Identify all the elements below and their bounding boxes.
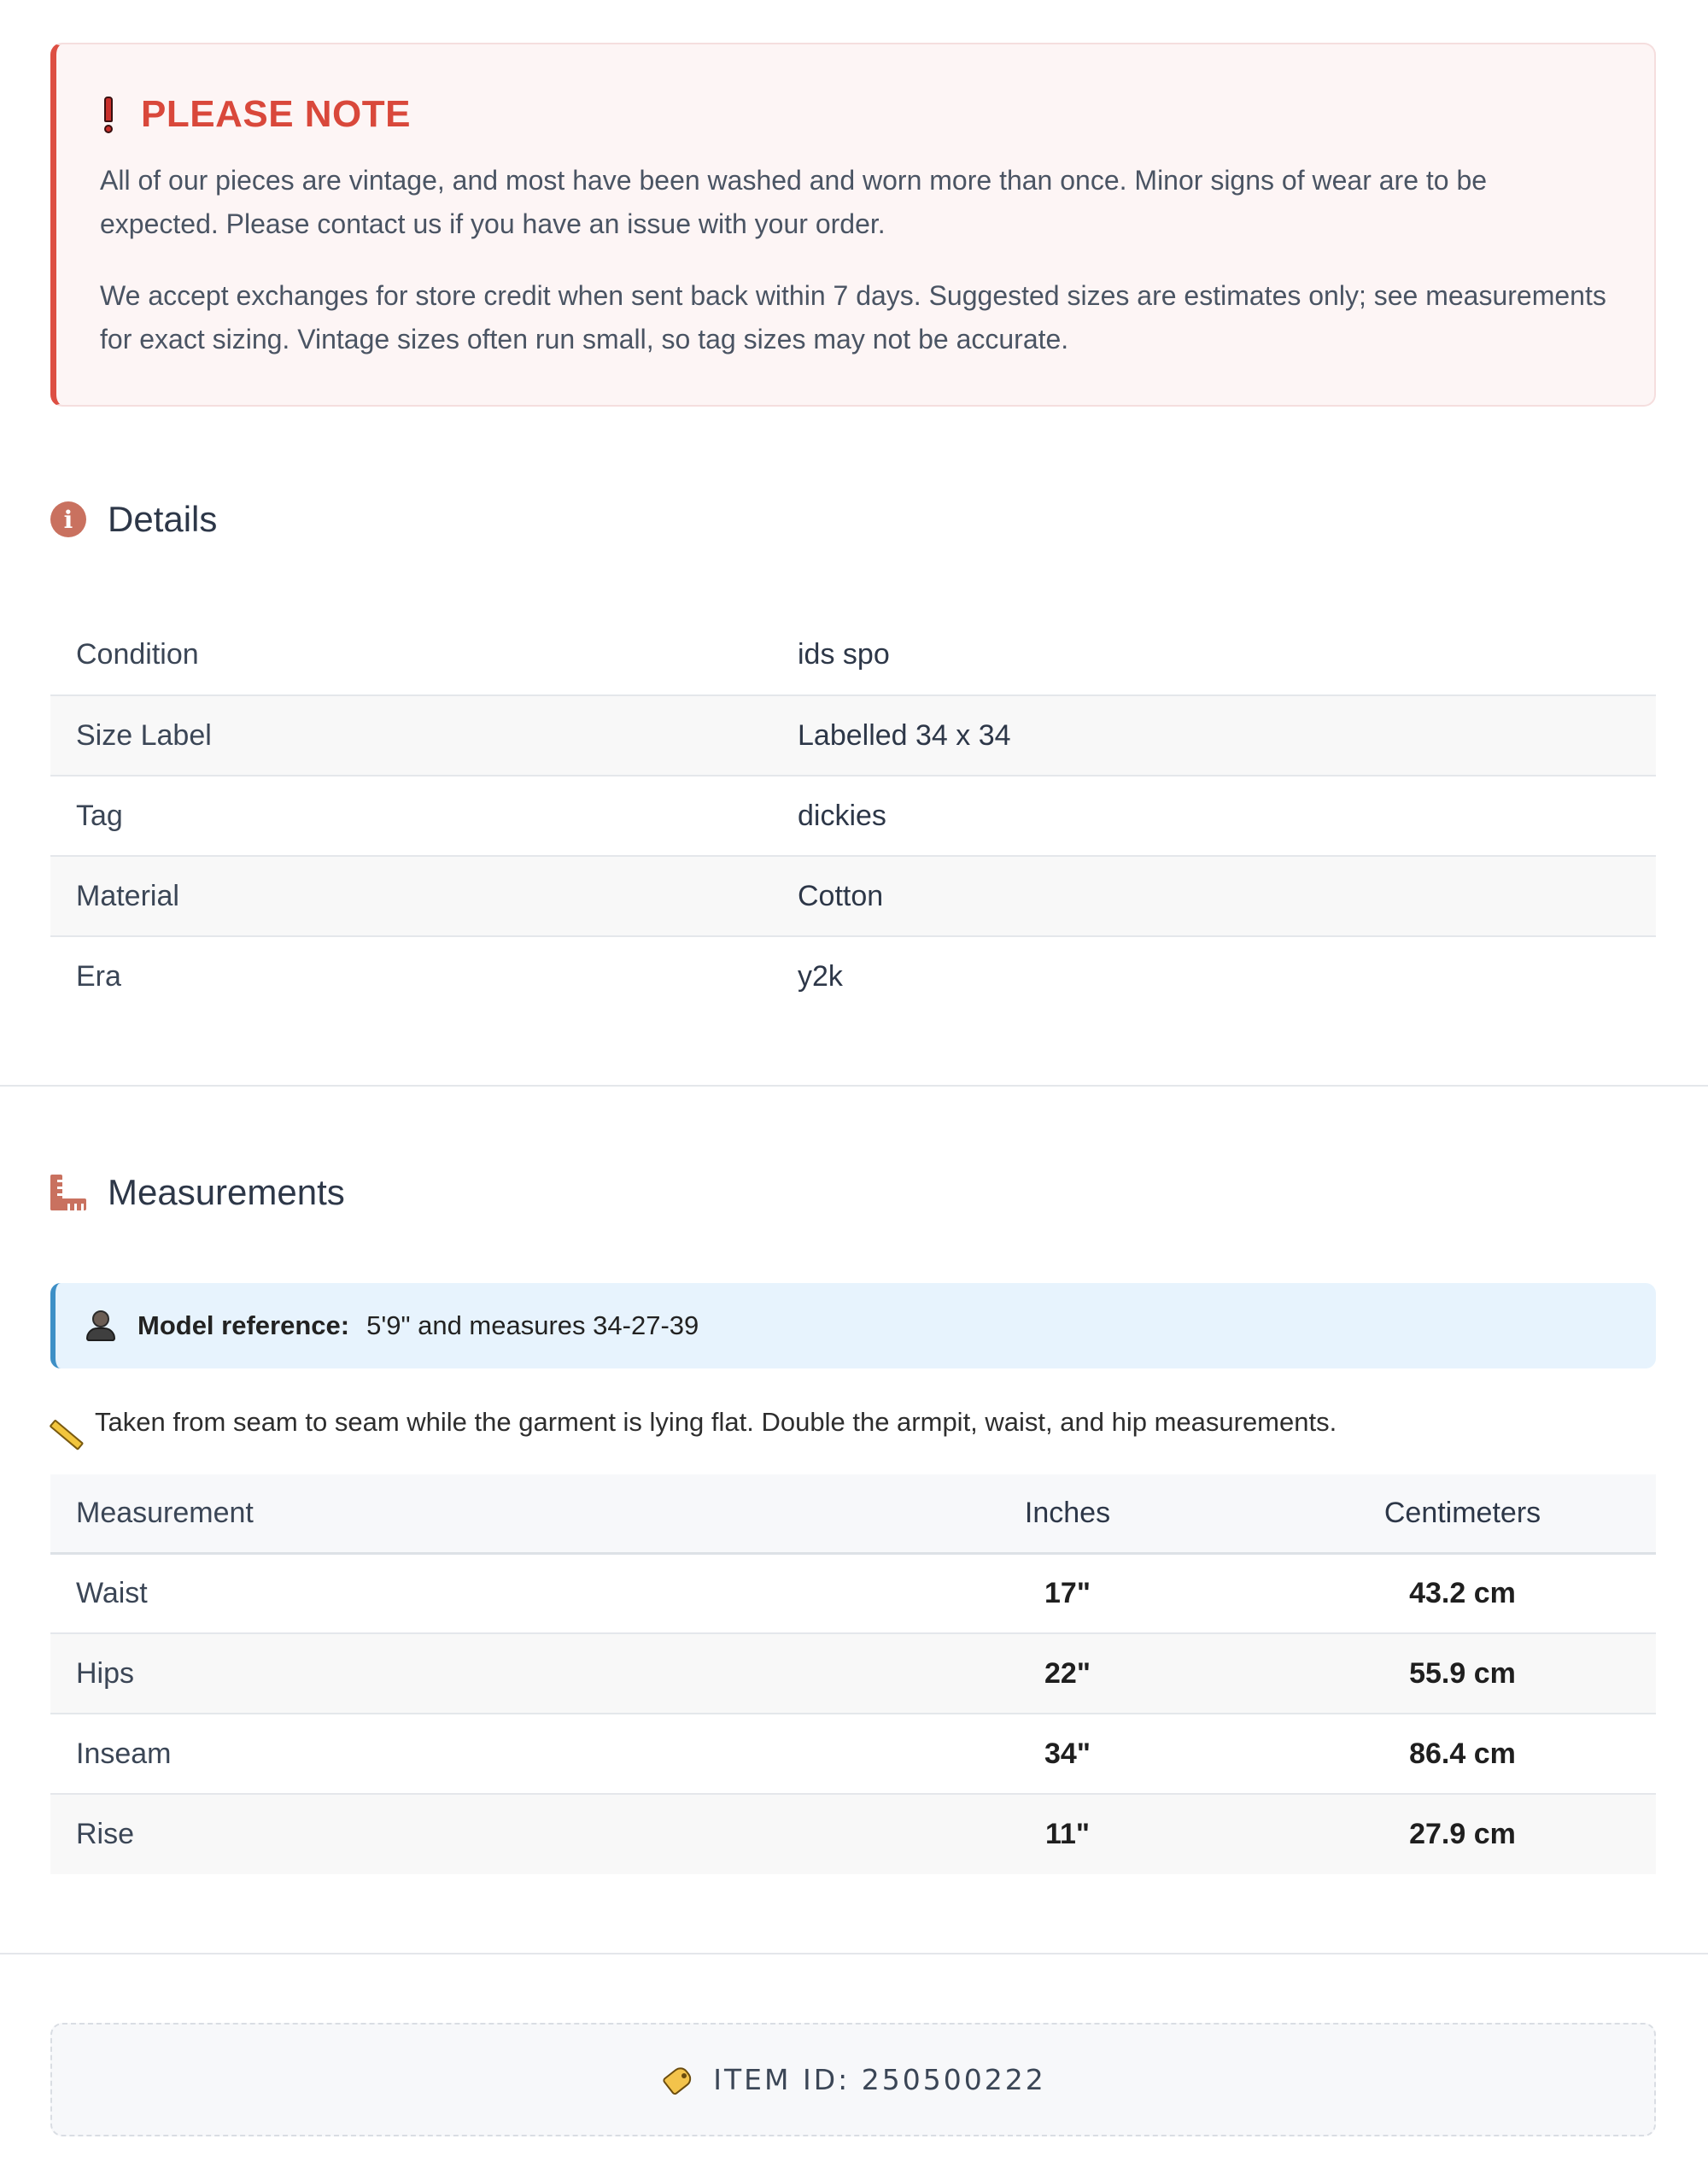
note-paragraph-exchanges: We accept exchanges for store credit when sent back within 7 days. Suggested sizes are estimates only; see measurements for exact sizing. Vintage sizes often run small, so tag sizes may not be accurate.	[100, 280, 1606, 355]
detail-value: ids spo	[772, 615, 1656, 695]
person-icon	[86, 1310, 115, 1341]
measurement-name: Hips	[50, 1633, 866, 1714]
details-title: Details	[108, 499, 218, 539]
table-row	[50, 776, 1656, 856]
detail-value: dickies	[772, 776, 1656, 856]
table-row	[50, 1633, 1656, 1714]
model-reference-box	[50, 1283, 1656, 1368]
measurement-cm: 55.9 cm	[1269, 1633, 1656, 1714]
column-header-inches: Inches	[866, 1474, 1269, 1553]
measurement-inches: 17"	[866, 1553, 1269, 1633]
column-header-measurement: Measurement	[50, 1474, 866, 1553]
table-row	[50, 695, 1656, 776]
measurement-name: Waist	[50, 1553, 866, 1633]
measurements-heading	[50, 1172, 345, 1213]
ruler-pencil-icon	[50, 1405, 85, 1439]
please-note-box	[50, 43, 1656, 407]
model-reference-value: 5'9" and measures 34-27-39	[366, 1310, 699, 1340]
exclamation-icon	[100, 97, 117, 133]
detail-value: y2k	[798, 960, 843, 993]
measurement-name: Rise	[50, 1794, 866, 1874]
table-row	[50, 615, 1656, 695]
model-reference-label: Model reference:	[137, 1310, 350, 1340]
measurement-inches: 11"	[866, 1794, 1269, 1874]
detail-key: Condition	[50, 615, 772, 695]
ruler-icon	[50, 1175, 86, 1210]
table-row	[50, 936, 1656, 1017]
detail-key: Size Label	[50, 695, 772, 776]
info-circle-icon: i	[50, 501, 86, 537]
measurements-title: Measurements	[108, 1172, 345, 1212]
please-note-header	[100, 89, 1606, 140]
measurement-name: Inseam	[50, 1714, 866, 1794]
detail-value: Cotton	[772, 856, 1656, 936]
measurement-cm: 86.4 cm	[1269, 1714, 1656, 1794]
table-row	[50, 856, 1656, 936]
section-divider	[0, 1085, 1708, 1087]
details-heading	[50, 499, 217, 540]
column-header-centimeters: Centimeters	[1269, 1474, 1656, 1553]
details-table	[50, 615, 1656, 1017]
item-id-text: ITEM ID: 250500222	[713, 2063, 1046, 2096]
measurement-instructions	[50, 1405, 1337, 1439]
item-id-box	[50, 2023, 1656, 2136]
please-note-title: PLEASE NOTE	[141, 93, 411, 135]
measurement-inches: 22"	[866, 1633, 1269, 1714]
table-row	[50, 1714, 1656, 1794]
measurements-table	[50, 1474, 1656, 1874]
measurement-inches: 34"	[866, 1714, 1269, 1794]
measurement-cm: 43.2 cm	[1269, 1553, 1656, 1633]
measurement-cm: 27.9 cm	[1269, 1794, 1656, 1874]
note-paragraph-wear: All of our pieces are vintage, and most have been washed and worn more than once. Minor signs of wear are to be expected. Please contact us if you have an issue with your order.	[100, 165, 1488, 239]
table-row	[50, 1553, 1656, 1633]
tag-icon	[660, 2065, 694, 2095]
section-divider	[0, 1953, 1708, 1954]
detail-value: Labelled 34 x 34	[772, 695, 1656, 776]
detail-key: Material	[50, 856, 772, 936]
instructions-text: Taken from seam to seam while the garment is lying flat. Double the armpit, waist, and hip measurements.	[95, 1407, 1337, 1437]
table-row	[50, 1794, 1656, 1874]
table-header-row	[50, 1474, 1656, 1553]
detail-key: Tag	[50, 776, 772, 856]
detail-key: Era	[76, 960, 121, 993]
